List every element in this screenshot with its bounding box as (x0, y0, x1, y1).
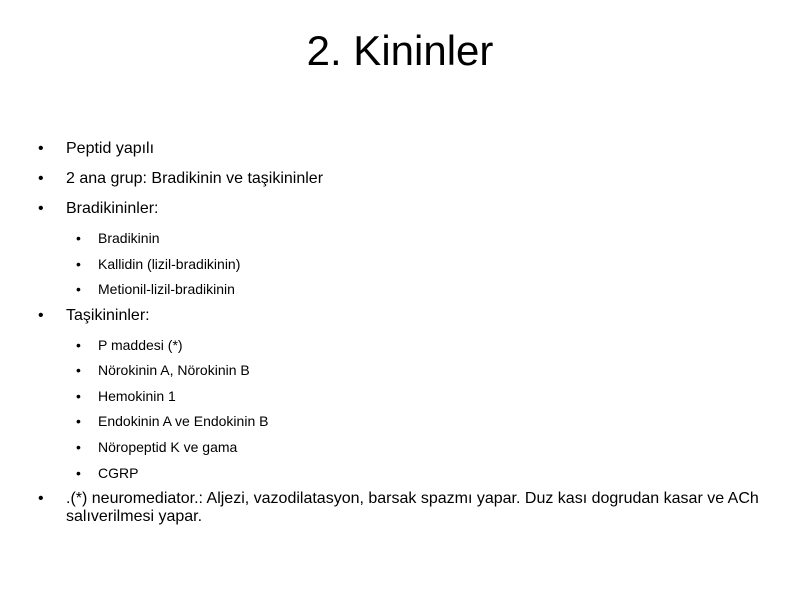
bullet-icon: • (38, 140, 44, 157)
bullet-icon: • (76, 439, 81, 455)
list-item-text: Peptid yapılı (66, 140, 155, 157)
bullet-icon: • (38, 490, 44, 507)
bullet-icon: • (76, 337, 81, 353)
bullet-icon: • (76, 388, 81, 404)
list-item-text: Taşikininler: (66, 307, 150, 324)
bullet-icon: • (38, 307, 44, 324)
sub-list-item-text: Metionil-lizil-bradikinin (98, 281, 235, 297)
sub-list-item-text: P maddesi (*) (98, 337, 183, 353)
list-item-text: .(*) neuromediator.: Aljezi, vazodilatasyon, barsak spazmı yapar. Duz kası dogrudan kasar ve ACh salıverilmesi yapar. (66, 490, 759, 525)
list-item-text: Bradikininler: (66, 200, 159, 217)
sub-list-item-text: Kallidin (lizil-bradikinin) (98, 256, 241, 272)
sub-list-item-text: Endokinin A ve Endokinin B (98, 413, 269, 429)
bullet-icon: • (76, 362, 81, 378)
sub-list-item-text: Bradikinin (98, 230, 160, 246)
bullet-icon: • (38, 170, 44, 187)
sub-list-item-text: Nörokinin A, Nörokinin B (98, 362, 250, 378)
bullet-icon: • (76, 256, 81, 272)
bullet-icon: • (76, 281, 81, 297)
bullet-icon: • (76, 230, 81, 246)
slide-title: 2. Kininler (306, 27, 494, 74)
bullet-icon: • (76, 465, 81, 481)
sub-list-item-text: Hemokinin 1 (98, 388, 176, 404)
bullet-icon: • (76, 413, 81, 429)
list-item-text: 2 ana grup: Bradikinin ve taşikininler (66, 170, 324, 187)
bullet-icon: • (38, 200, 44, 217)
sub-list-item-text: CGRP (98, 465, 139, 481)
sub-list-item-text: Nöropeptid K ve gama (98, 439, 238, 455)
